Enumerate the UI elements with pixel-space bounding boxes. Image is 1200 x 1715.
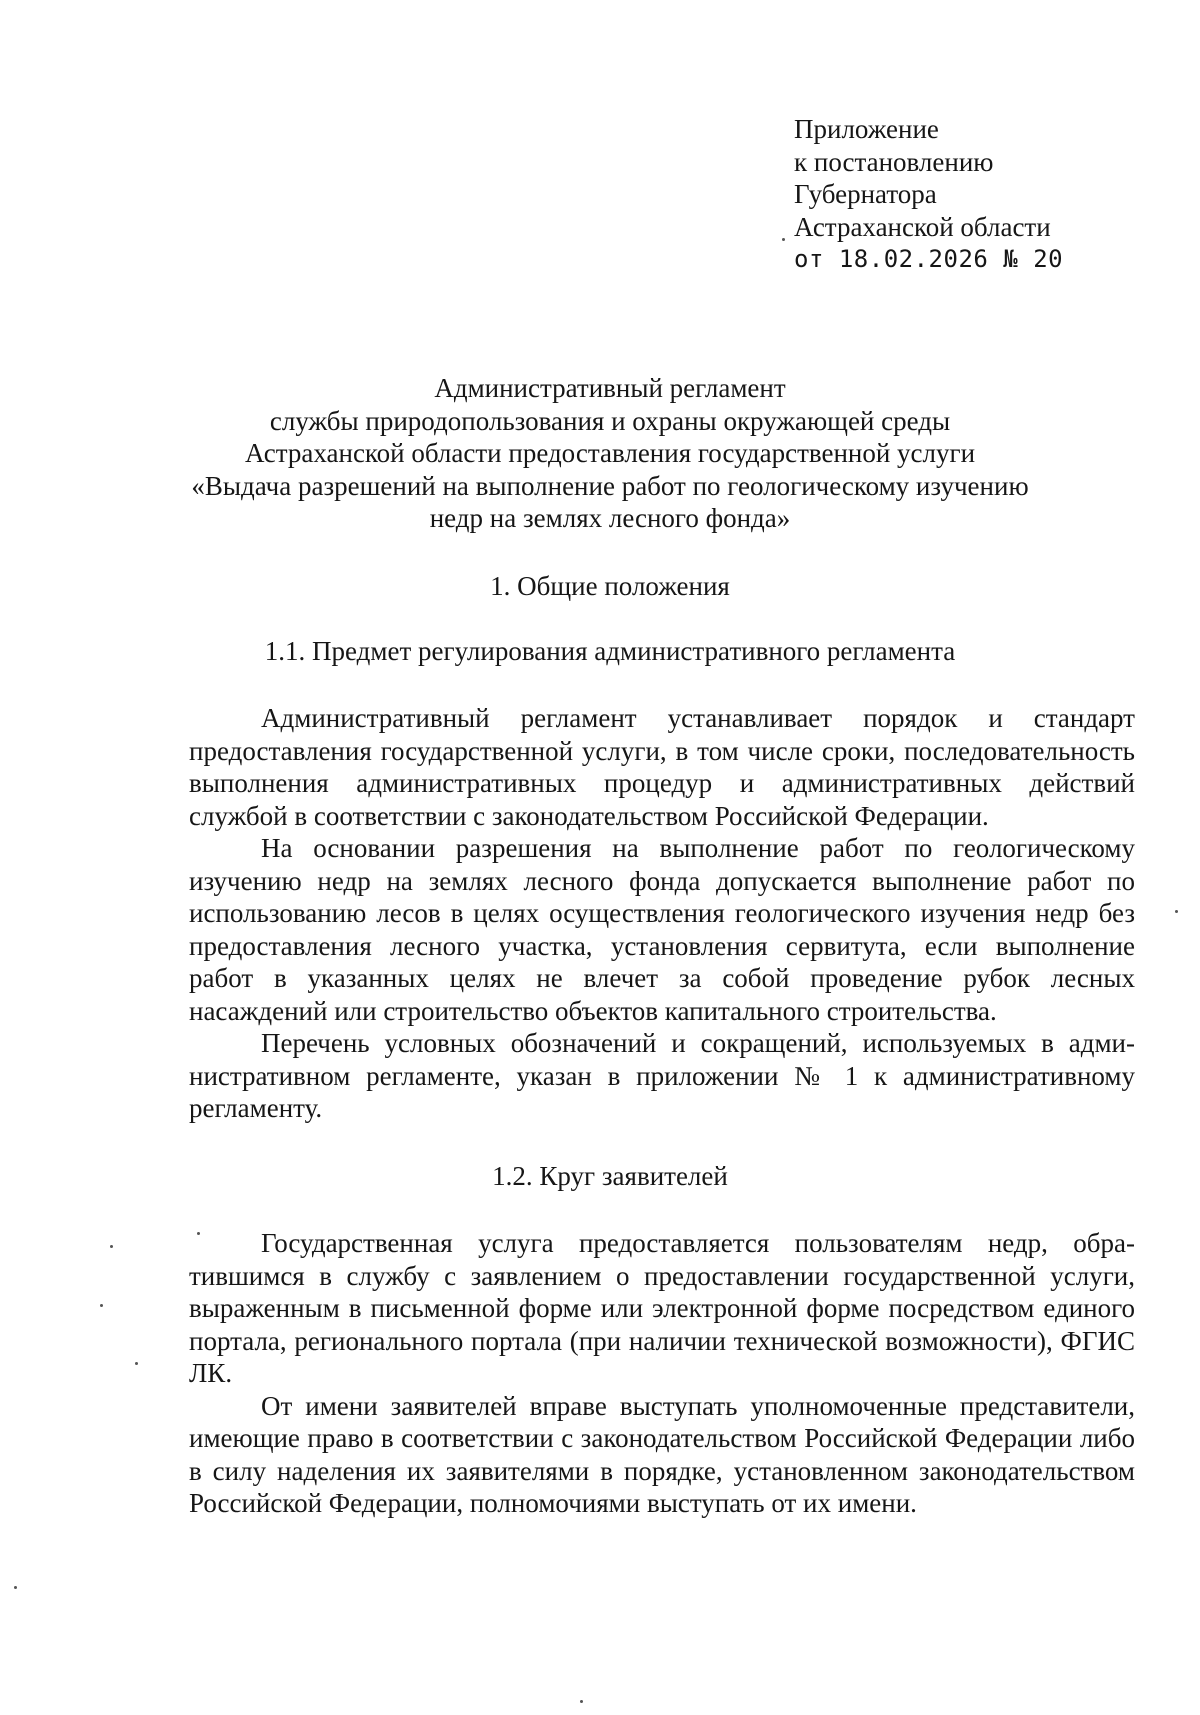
scan-speck xyxy=(14,1586,17,1589)
title-line: Астраханской области предоставления государственной услуги xyxy=(244,438,976,468)
section-heading-applicants: 1.2. Круг заявителей xyxy=(492,1161,728,1191)
title-line: недр на землях лесного фонда» xyxy=(429,503,791,533)
title-line: «Выдача разрешений на выполнение работ по геологическому изучению xyxy=(191,470,1029,501)
scan-speck xyxy=(782,238,785,241)
section-1-1-body xyxy=(189,702,1135,1125)
section-heading-general: 1. Общие положения xyxy=(490,571,730,601)
scan-speck xyxy=(135,1362,138,1365)
title-line: службы природопользования и охраны окружающей среды xyxy=(269,405,951,436)
title-line: Административный регламент xyxy=(434,373,786,403)
scan-speck xyxy=(100,1304,103,1307)
section-1-2-body xyxy=(189,1227,1135,1520)
appendix-line: Приложение xyxy=(794,114,939,144)
appendix-line: Губернатора xyxy=(794,179,937,209)
appendix-line: Астраханской области xyxy=(794,211,1051,242)
scan-speck xyxy=(197,1232,200,1235)
paragraph: Административный регламент устанавливает порядок и стандарт предоставления государственной услуги, в том числе сроки, последовательность выполнения административных процедур и административных действий службой в соответствии с законодательством Российской Федерации. xyxy=(189,703,1135,831)
appendix-date-number: от 18.02.2026 № 20 xyxy=(794,245,1064,273)
document-title xyxy=(160,372,1060,535)
paragraph: Государственная услуга предоставляется пользователям недр, обратившимся в службу с заявлением о предоставлении государственной услуги, выраженным в письменной форме или электронной форме посредством единого портала, регионального портала (при наличии технической возможности), ФГИС ЛК. xyxy=(189,1228,1135,1388)
scan-speck xyxy=(580,1700,583,1703)
paragraph: На основании разрешения на выполнение работ по геологическому изучению недр на землях лесного фонда допускается выполнение работ по использованию лесов в целях осуществления геологического изучения недр без предоставления лесного участка, установления сервитута, если выполнение работ в указанных целях не влечет за собой проведение рубок лесных насаждений или строительство объектов капитального строительства. xyxy=(189,833,1135,1026)
paragraph: От имени заявителей вправе выступать уполномоченные представители, имеющие право в соответствии с законодательством Российской Федерации либо в силу наделения их заявителями в порядке, установленном законодательством Российской Федерации, полномочиями выступать от их имени. xyxy=(189,1390,1135,1518)
paragraph: Перечень условных обозначений и сокращений, используемых в административном регламенте, указан в приложении № 1 к административному регламенту. xyxy=(189,1028,1135,1123)
appendix-note xyxy=(794,113,1063,276)
scan-speck xyxy=(1175,910,1178,913)
section-heading-subject: 1.1. Предмет регулирования административного регламента xyxy=(264,636,956,666)
scan-speck xyxy=(110,1245,113,1248)
appendix-line: к постановлению xyxy=(794,146,994,177)
